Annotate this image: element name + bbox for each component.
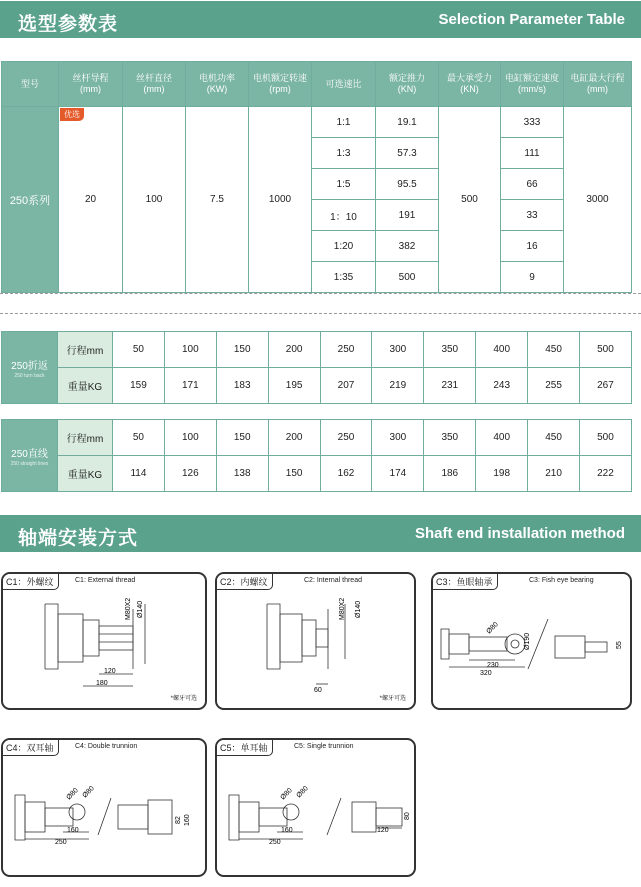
power-cell: 7.5 — [186, 107, 249, 293]
speed-cell: 33 — [501, 200, 564, 231]
weight-cell: 138 — [216, 456, 268, 492]
weight-cell: 159 — [113, 368, 165, 404]
series-label-en: 250 turn back — [14, 372, 45, 379]
stroke-cell: 400 — [476, 420, 528, 456]
stroke-cell: 350 — [424, 420, 476, 456]
panel-c5-single-trunnion — [215, 738, 416, 877]
panel-c4-double-trunnion — [1, 738, 207, 877]
series-label-cn: 250折返 — [11, 360, 48, 372]
panel-label: C5：单耳轴 — [217, 740, 273, 756]
stroke-cell: 300 — [372, 420, 424, 456]
panel-label: C3：鱼眼轴承 — [433, 574, 498, 590]
c1-drawing — [3, 574, 207, 710]
table-row — [2, 107, 632, 138]
stroke-cell: 450 — [528, 420, 580, 456]
c3-dim-diameter: Ø80 — [485, 621, 500, 636]
preferred-badge: 优选 — [60, 108, 84, 121]
c1-dim-diameter: Ø140 — [137, 600, 144, 618]
stroke-cell: 150 — [216, 420, 268, 456]
panel-note: *螺牙可选 — [379, 696, 406, 702]
ratio-cell: 1:3 — [312, 138, 376, 169]
weight-cell: 210 — [528, 456, 580, 492]
weight-cell: 183 — [216, 368, 268, 404]
max-stroke-cell: 3000 — [564, 107, 632, 293]
table-row — [2, 368, 632, 404]
ratio-cell: 1:5 — [312, 169, 376, 200]
c3-dim-diameter: Ø190 — [524, 632, 531, 650]
series-label — [2, 332, 58, 404]
ratio-cell: 1:20 — [312, 231, 376, 262]
stroke-cell: 450 — [528, 332, 580, 368]
stroke-cell: 500 — [580, 332, 632, 368]
weight-cell: 231 — [424, 368, 476, 404]
section-title-en: Selection Parameter Table — [438, 11, 625, 28]
speed-cell: 111 — [501, 138, 564, 169]
c3-dim-width: 55 — [616, 641, 623, 649]
stroke-table-straight — [1, 419, 632, 492]
weight-cell: 174 — [372, 456, 424, 492]
weight-cell: 186 — [424, 456, 476, 492]
section-header-shaft — [0, 515, 641, 552]
c2-dim-diameter: Ø140 — [355, 600, 362, 618]
c4-drawing — [3, 740, 207, 877]
c5-dim-width: 80 — [404, 812, 411, 820]
c5-dim-length: 250 — [269, 839, 281, 846]
lead-cell — [59, 107, 123, 293]
column-header: 型号 — [2, 62, 59, 107]
panel-c1-external-thread — [1, 572, 207, 710]
column-header: 电缸最大行程 (mm) — [564, 62, 632, 107]
weight-cell: 255 — [528, 368, 580, 404]
column-header: 额定推力 (KN) — [376, 62, 439, 107]
column-header: 丝杆直径 (mm) — [123, 62, 186, 107]
weight-cell: 207 — [320, 368, 372, 404]
c4-dim-diameter: Ø80 — [81, 785, 96, 800]
diameter-cell: 100 — [123, 107, 186, 293]
stroke-cell: 300 — [372, 332, 424, 368]
stroke-cell: 200 — [268, 420, 320, 456]
max-force-cell: 500 — [439, 107, 501, 293]
panel-label-en: C5: Single trunnion — [294, 743, 354, 750]
weight-cell: 222 — [580, 456, 632, 492]
c5-drawing — [217, 740, 416, 877]
row-header: 行程mm — [58, 420, 113, 456]
section-header-selection — [0, 1, 641, 38]
column-header: 电机额定转速 (rpm) — [249, 62, 312, 107]
thrust-cell: 57.3 — [376, 138, 439, 169]
ratio-cell: 1：10 — [312, 200, 376, 231]
section-title-en: Shaft end installation method — [414, 525, 625, 542]
c5-dim-length: 160 — [281, 827, 293, 834]
stroke-cell: 250 — [320, 332, 372, 368]
stroke-cell: 350 — [424, 332, 476, 368]
weight-cell: 195 — [268, 368, 320, 404]
panel-label-en: C1: External thread — [75, 577, 136, 584]
section-title-cn: 选型参数表 — [18, 14, 119, 35]
c4-dim-width: 82 — [175, 816, 182, 824]
series-label — [2, 420, 58, 492]
row-header: 重量KG — [58, 368, 113, 404]
table-row — [2, 332, 632, 368]
c5-dim-diameter: Ø80 — [295, 785, 310, 800]
speed-cell: 16 — [501, 231, 564, 262]
stroke-cell: 50 — [113, 420, 165, 456]
column-header: 最大承受力 (KN) — [439, 62, 501, 107]
panel-label-en: C3: Fish eye bearing — [529, 577, 594, 584]
thrust-cell: 95.5 — [376, 169, 439, 200]
row-header: 重量KG — [58, 456, 113, 492]
column-header: 电缸额定速度 (mm/s) — [501, 62, 564, 107]
c4-dim-diameter: Ø80 — [65, 787, 80, 802]
weight-cell: 198 — [476, 456, 528, 492]
thrust-cell: 500 — [376, 262, 439, 293]
c5-dim-diameter: Ø80 — [279, 787, 294, 802]
c1-dim-length: 120 — [104, 668, 116, 675]
stroke-table-turn-back — [1, 331, 632, 404]
stroke-cell: 250 — [320, 420, 372, 456]
ratio-cell: 1:1 — [312, 107, 376, 138]
series-label-en: 250 straight lines — [10, 460, 49, 467]
panel-c3-fish-eye-bearing — [431, 572, 632, 710]
rpm-cell: 1000 — [249, 107, 312, 293]
c3-dim-length: 230 — [487, 662, 499, 669]
c2-drawing — [217, 574, 416, 710]
c3-drawing — [433, 574, 632, 710]
lead-value: 20 — [84, 194, 97, 205]
stroke-cell: 50 — [113, 332, 165, 368]
stroke-cell: 500 — [580, 420, 632, 456]
panel-c2-internal-thread — [215, 572, 416, 710]
panel-label: C1：外螺纹 — [3, 574, 59, 590]
column-header: 电机功率 (KW) — [186, 62, 249, 107]
weight-cell: 126 — [164, 456, 216, 492]
c2-dim-length: 60 — [314, 687, 322, 694]
c2-dim-thread: M80X2 — [339, 597, 346, 620]
c5-dim-length: 120 — [377, 827, 389, 834]
section-title-cn: 轴端安装方式 — [18, 528, 139, 549]
table-row — [2, 456, 632, 492]
c4-dim-length: 160 — [67, 827, 79, 834]
column-header: 丝杆导程 (mm) — [59, 62, 123, 107]
panel-label: C2：内螺纹 — [217, 574, 273, 590]
weight-cell: 114 — [113, 456, 165, 492]
model-cell: 250系列 — [2, 107, 59, 293]
weight-cell: 171 — [164, 368, 216, 404]
c1-dim-thread: M80X2 — [125, 597, 132, 620]
stroke-cell: 200 — [268, 332, 320, 368]
stroke-cell: 400 — [476, 332, 528, 368]
panel-label: C4：双耳轴 — [3, 740, 59, 756]
stroke-cell: 150 — [216, 332, 268, 368]
row-header: 行程mm — [58, 332, 113, 368]
speed-cell: 333 — [501, 107, 564, 138]
panel-label-en: C2: Internal thread — [304, 577, 362, 584]
thrust-cell: 382 — [376, 231, 439, 262]
weight-cell: 219 — [372, 368, 424, 404]
weight-cell: 150 — [268, 456, 320, 492]
c3-dim-length: 320 — [480, 670, 492, 677]
parameter-table — [1, 61, 632, 293]
stroke-cell: 100 — [164, 420, 216, 456]
speed-cell: 9 — [501, 262, 564, 293]
series-label-cn: 250直线 — [11, 448, 48, 460]
c4-dim-width: 160 — [184, 814, 191, 826]
panel-label-en: C4: Double trunnion — [75, 743, 138, 750]
divider — [0, 293, 641, 294]
panel-note: *螺牙可选 — [170, 696, 197, 702]
c4-dim-length: 250 — [55, 839, 67, 846]
thrust-cell: 191 — [376, 200, 439, 231]
divider — [0, 313, 641, 314]
table-row — [2, 420, 632, 456]
stroke-cell: 100 — [164, 332, 216, 368]
speed-cell: 66 — [501, 169, 564, 200]
column-header: 可选速比 — [312, 62, 376, 107]
weight-cell: 267 — [580, 368, 632, 404]
weight-cell: 162 — [320, 456, 372, 492]
weight-cell: 243 — [476, 368, 528, 404]
ratio-cell: 1:35 — [312, 262, 376, 293]
thrust-cell: 19.1 — [376, 107, 439, 138]
c1-dim-length: 180 — [96, 680, 108, 687]
